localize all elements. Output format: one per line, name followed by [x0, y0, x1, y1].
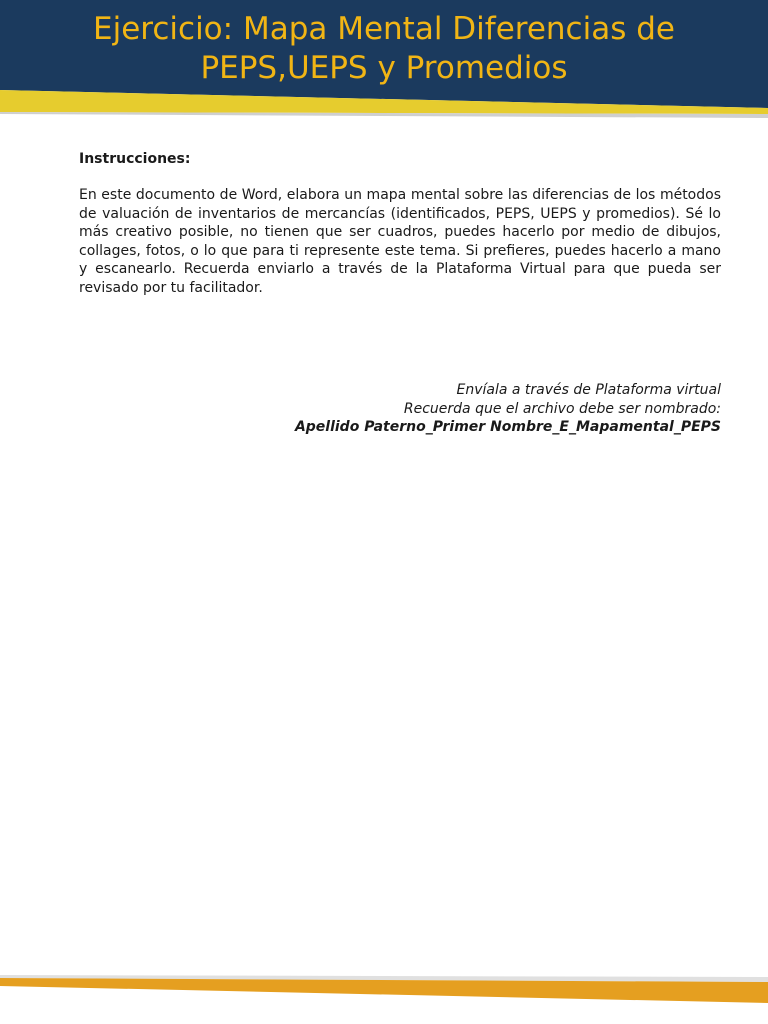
submission-line-1: Envíala a través de Plataforma virtual: [456, 382, 721, 398]
instructions-body: En este documento de Word, elabora un mapa mental sobre las diferencias de los métodos de valuación de inventarios de mercancías (identificados, PEPS, UEPS y promedios). Sé lo más creativo posible, no tienen que ser cuadros, puedes hacerlo por medio de dibujos, collages, fotos, o lo que para ti represente este tema. Si prefieres, puedes hacerlo a mano y escanearlo. Recuerda enviarlo a través de la Plataforma Virtual para que pueda ser revisado por tu facilitador.: [79, 187, 721, 296]
instructions-heading: Instrucciones:: [79, 151, 191, 167]
page-title: [40, 10, 728, 88]
submission-filename: Apellido Paterno_Primer Nombre_E_Mapamental_PEPS: [294, 419, 721, 435]
title-line-1: Ejercicio: Mapa Mental Diferencias de: [93, 11, 675, 47]
submission-line-2: Recuerda que el archivo debe ser nombrado:: [403, 400, 721, 417]
footer-banner-shape: [0, 968, 768, 1024]
header-banner: [0, 0, 768, 130]
footer-banner: [0, 968, 768, 1024]
title-line-2: PEPS,UEPS y Promedios: [200, 50, 568, 86]
submission-note: [295, 381, 721, 437]
instructions-section: [79, 150, 721, 297]
